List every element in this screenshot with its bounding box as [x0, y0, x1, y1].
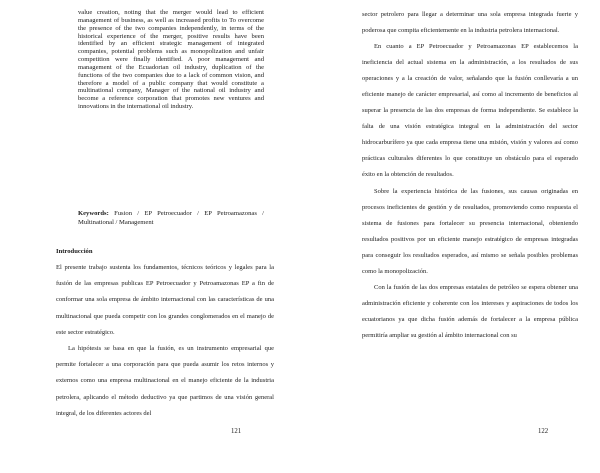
english-abstract [78, 9, 264, 111]
paragraph: La hipótesis se basa en que la fusión, es un instrumento empresarial que permite fortalecer a una corporación para que pueda asumir los retos internos y externos como una empresa multinacional en el manejo eficiente de la industria petrolera, aplicando el método deductivo ya que partimos de una visión general integral, de los diferentes actores del [56, 345, 274, 417]
paragraph: Sobre la experiencia histórica de las fusiones, sus causas originadas en procesos ineficientes de gestión y de resultados, promoviendo como respuesta el sistema de fusiones para fortalecer su presencia internacional, obteniendo resultados positivos por un eficiente manejo estratégico de empresas integradas para conseguir los resultados esperados, así mismo se señala posibles problemas como la monopolización. [362, 187, 578, 275]
right-page [300, 0, 600, 473]
paragraph: sector petrolero para llegar a determinar una sola empresa integrada fuerte y poderosa que compita eficientemente en la industria petrolera internacional. [362, 11, 578, 35]
paragraph: Con la fusión de las dos empresas estatales de petróleo se espera obtener una administración eficiente y coherente con los intereses y aspiraciones de todos los ecuatorianos ya que dicha fusión además de fortalecer a la empresa pública permitiría ampliar su gestión al ámbito internacional con su [362, 283, 578, 339]
left-body-text [56, 247, 274, 422]
keywords-block [78, 210, 264, 227]
keywords-label: Keywords: [78, 210, 109, 217]
page-number: 122 [538, 428, 549, 435]
paragraph: En cuanto a EP Petroecuador y Petroamazonas EP establecemos la ineficiencia del actual sistema en la administración, a los resultados de sus operaciones y a la creación de valor, señalando que la fusión conllevaría a un eficiente manejo de carácter empresarial, así como al incremento de beneficios al superar la presencia de las dos empresas de forma independiente. Se establece la falta de una visión estratégica integral en la administración del sector hidrocarburífero ya que cada empresa tiene una misión, visión y valores así como prácticas culturales diferentes lo que constituye un obstáculo para el esperado éxito en la obtención de resultados. [362, 43, 578, 179]
paragraph: El presente trabajo sustenta los fundamentos, técnicos teóricos y legales para la fusión de las empresas publicas EP Petroecuador y Petroamazonas EP a fin de conformar una sola empresa de ámbito internacional con las características de una multinacional que pueda competir con los grandes conglomerados en el manejo de este sector estratégico. [56, 264, 274, 336]
right-body-text [362, 7, 578, 344]
page-number: 121 [231, 428, 242, 435]
abstract-text: value creation, noting that the merger would lead to efficient management of business, as well as increased profits to To overcome the presence of the two companies independently, in terms of the historical experience of the merger, positive results have been identified by an efficient strategic management of integrated companies, potential problems such as monopolization and unfair competition were finally identified. A poor management and management of the Ecuadorian oil industry, duplication of the functions of the two companies due to a lack of common vision, and therefore a model of a public company that would constitute a multinational company, Manager of the national oil industry and become a reference corporation that promotes new ventures and innovations in the international oil industry. [78, 9, 264, 111]
keywords-text: Fusion / EP Petroecuador / EP Petroamazonas / Multinational / Management [78, 210, 264, 226]
section-heading: Introducción [56, 248, 93, 255]
